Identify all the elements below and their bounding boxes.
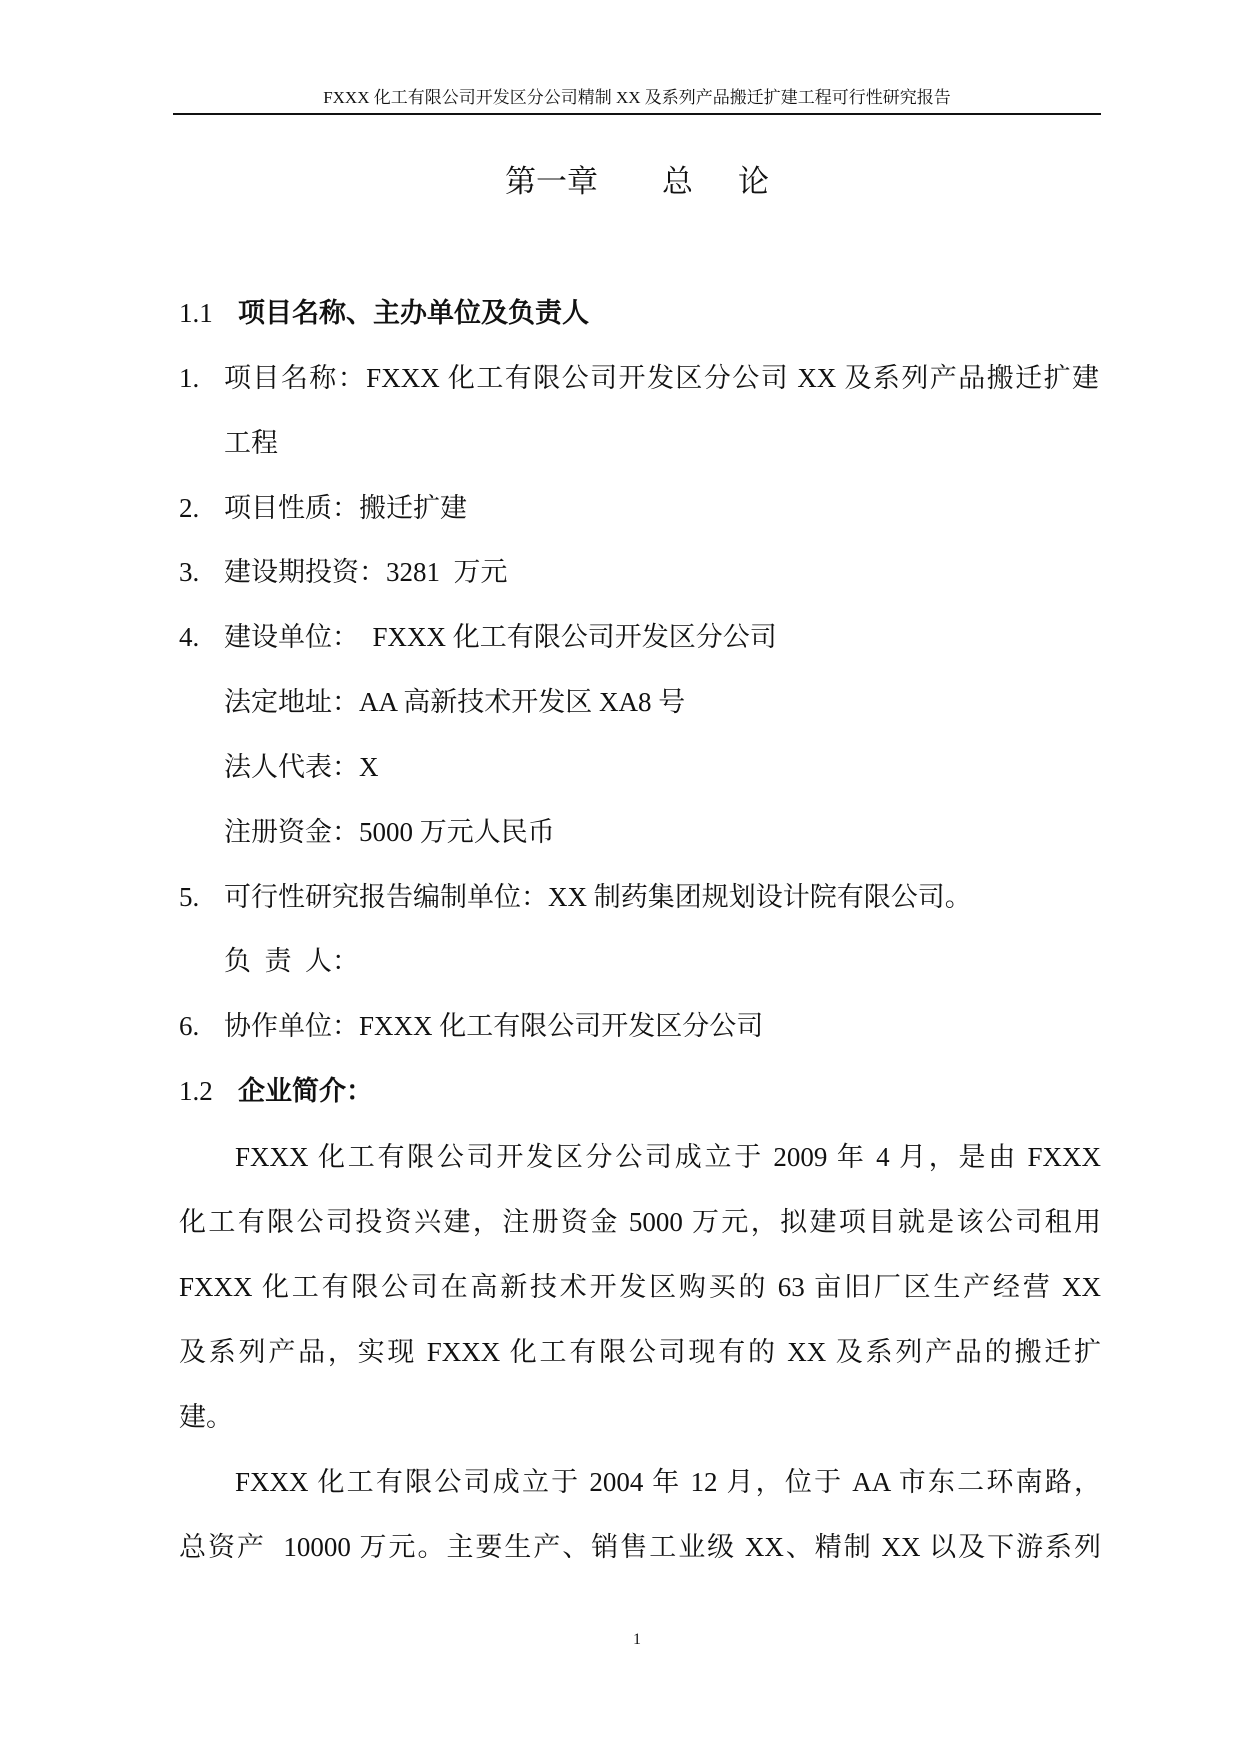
header-rule — [173, 113, 1101, 115]
paragraph-line: 总资产 10000 万元。主要生产、销售工业级 XX、精制 XX 以及下游系列 — [179, 1532, 1101, 1562]
list-number: 3. — [179, 557, 200, 587]
list-item-text: 可行性研究报告编制单位：XX 制药集团规划设计院有限公司。 — [224, 882, 972, 912]
list-item-text: 协作单位：FXXX 化工有限公司开发区分公司 — [224, 1011, 764, 1041]
page-number: 1 — [633, 1631, 641, 1648]
list-number: 4. — [179, 622, 200, 652]
section-heading: 企业简介： — [238, 1076, 373, 1106]
list-number: 1. — [179, 363, 200, 393]
section-heading: 项目名称、主办单位及负责人 — [238, 298, 589, 328]
list-item-text: 建设期投资：3281 万元 — [224, 557, 508, 587]
list-item-text: 建设单位： FXXX 化工有限公司开发区分公司 — [224, 622, 777, 652]
list-item-text: 法人代表：X — [224, 752, 379, 782]
chapter-title-word: 论 — [738, 164, 769, 199]
paragraph-line: FXXX 化工有限公司在高新技术开发区购买的 63 亩旧厂区生产经营 XX — [179, 1272, 1101, 1302]
list-item-text: 项目名称：FXXX 化工有限公司开发区分公司 XX 及系列产品搬迁扩建 — [224, 363, 1099, 393]
list-number: 5. — [179, 882, 200, 912]
list-number: 6. — [179, 1011, 200, 1041]
list-item-text: 法定地址：AA 高新技术开发区 XA8 号 — [224, 687, 686, 717]
chapter-title-word: 总 — [662, 164, 693, 199]
list-item-text: 项目性质：搬迁扩建 — [224, 493, 467, 523]
paragraph-line: 建。 — [179, 1402, 233, 1432]
running-header: FXXX 化工有限公司开发区分公司精制 XX 及系列产品搬迁扩建工程可行性研究报告 — [323, 88, 951, 107]
list-item-text: 工程 — [224, 428, 278, 458]
chapter-title-number: 第一章 — [505, 164, 598, 199]
section-number: 1.1 — [179, 298, 213, 328]
list-number: 2. — [179, 493, 200, 523]
paragraph-line: FXXX 化工有限公司开发区分公司成立于 2009 年 4 月，是由 FXXX — [235, 1142, 1101, 1172]
list-item-text: 注册资金：5000 万元人民币 — [224, 817, 555, 847]
section-number: 1.2 — [179, 1076, 213, 1106]
paragraph-line: 及系列产品，实现 FXXX 化工有限公司现有的 XX 及系列产品的搬迁扩 — [179, 1337, 1101, 1367]
paragraph-line: 化工有限公司投资兴建，注册资金 5000 万元，拟建项目就是该公司租用 — [179, 1207, 1101, 1237]
list-item-text: 负 责 人： — [224, 946, 359, 976]
paragraph-line: FXXX 化工有限公司成立于 2004 年 12 月，位于 AA 市东二环南路， — [235, 1467, 1101, 1497]
